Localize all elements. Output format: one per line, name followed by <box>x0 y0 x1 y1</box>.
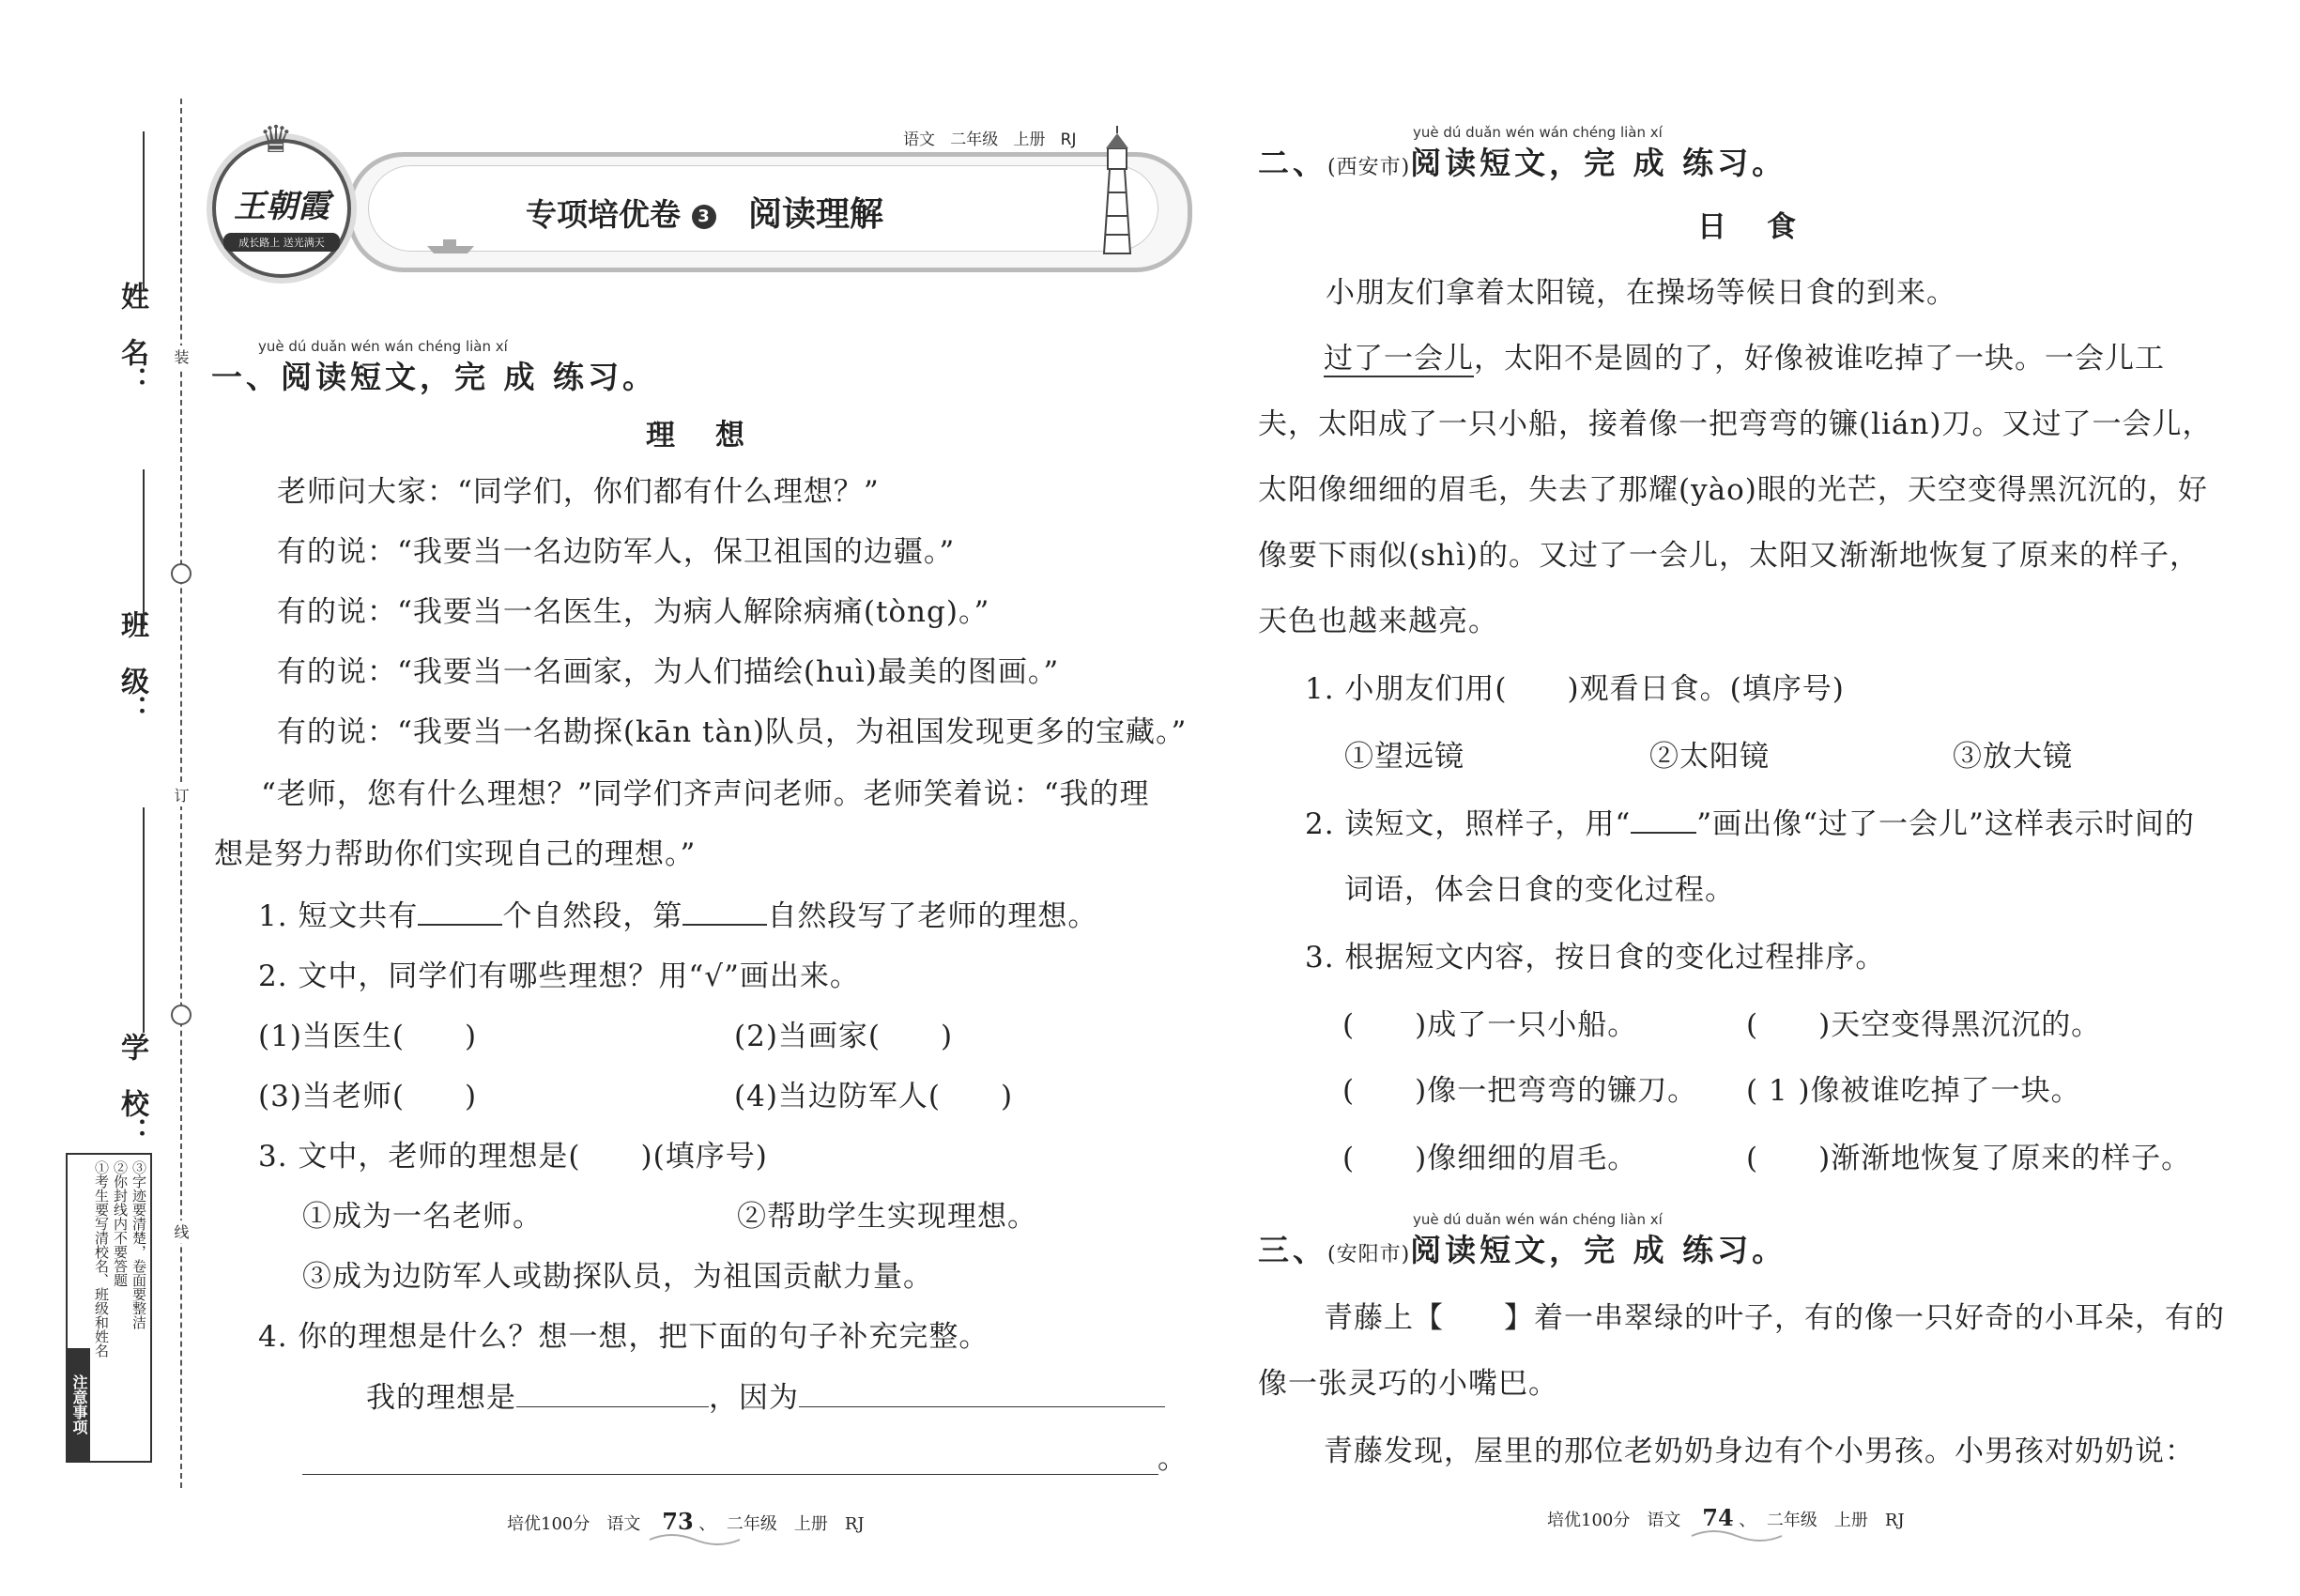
q1-option: ②太阳镜 <box>1649 740 1770 774</box>
q1-text-c: 自然段写了老师的理想。 <box>767 899 1098 933</box>
sec1-q4-sentence <box>366 1378 1165 1417</box>
q3-order-item[interactable]: ( )成了一只小船。 <box>1342 1008 1638 1042</box>
sec2-title-prefix: 二、 <box>1258 145 1327 181</box>
q3-order-item[interactable]: ( 1 )像被谁吃掉了一块。 <box>1746 1074 2081 1108</box>
sec2-q1: 1. 小朋友们用( )观看日食。(填序号) <box>1305 672 1845 706</box>
header-meta <box>903 126 1076 149</box>
crown-icon: ♛ <box>259 118 293 161</box>
sec2-pinyin: yuè dú duǎn wén wán chéng liàn xí <box>1413 124 1663 141</box>
sec1-para: 有的说：“我要当一名画家，为人们描绘(huì)最美的图画。” <box>277 655 1060 689</box>
sec1-para: “老师，您有什么理想？”同学们齐声问老师。老师笑着说：“我的理 <box>261 777 1150 811</box>
meta-subject: 语文 <box>903 130 935 149</box>
q4-text-b: ，因为 <box>709 1381 799 1415</box>
footer-right-label: 培优100分 语文 <box>1547 1511 1681 1530</box>
school-field[interactable] <box>143 807 145 1033</box>
sec3-title-main: 阅读短文，完 成 练习。 <box>1410 1232 1787 1268</box>
lighthouse-icon <box>1080 122 1155 263</box>
q1-blank-count[interactable] <box>418 896 502 926</box>
sec2-q2-cont: 词语，体会日食的变化过程。 <box>1344 873 1735 907</box>
sec1-passage-title: 理 想 <box>646 419 750 453</box>
q2-text-b: ”画出像“过了一会儿”这样表示时间的 <box>1696 807 2195 841</box>
q2-option[interactable]: (3)当老师( ) <box>258 1080 478 1113</box>
sec1-pinyin: yuè dú duǎn wén wán chéng liàn xí <box>258 338 508 355</box>
sec1-q1 <box>258 896 1097 935</box>
cut-dot <box>171 1005 192 1025</box>
footer-right: 培优100分 语文 74 、 二年级 上册 RJ <box>1547 1504 1905 1531</box>
sec2-para-rest: ，太阳不是圆的了，好像被谁吃掉了一块。一会儿工 <box>1474 342 2165 376</box>
q1-text-b: 个自然段，第 <box>502 899 683 933</box>
notice-item: ①考生要写清校名、班级和姓名 <box>93 1160 110 1358</box>
sec2-para: 小朋友们拿着太阳镜，在操场等候日食的到来。 <box>1326 276 1956 310</box>
q2-option[interactable]: (1)当医生( ) <box>258 1020 478 1053</box>
notice-box <box>66 1153 152 1463</box>
footer-ornament <box>1690 1527 1784 1545</box>
q3-order-item[interactable]: ( )像一把弯弯的镰刀。 <box>1342 1074 1698 1108</box>
sec1-para: 有的说：“我要当一名医生，为病人解除病痛(tòng)。” <box>277 595 990 629</box>
q4-text-a: 我的理想是 <box>366 1381 516 1415</box>
cut-mark: 线 <box>170 1220 192 1243</box>
class-label: 班 级： <box>115 610 148 723</box>
q2-text-a: 2. 读短文，照样子，用“ <box>1305 807 1632 841</box>
q1-option: ③放大镜 <box>1953 740 2073 774</box>
q1-option: ①望远镜 <box>1344 740 1464 774</box>
sec2-q3: 3. 根据短文内容，按日食的变化过程排序。 <box>1305 941 1886 974</box>
sec1-q2: 2. 文中，同学们有哪些理想？用“√”画出来。 <box>258 959 860 993</box>
q1-text-a: 1. 短文共有 <box>258 899 419 933</box>
q2-option[interactable]: (2)当画家( ) <box>734 1020 954 1053</box>
name-label: 姓 名： <box>115 282 148 394</box>
q2-sample-line <box>1631 804 1696 834</box>
notice-title: 注意事项 <box>68 1348 90 1461</box>
title-prefix: 专项培优卷 <box>526 196 681 233</box>
title-number: 3 <box>692 205 716 229</box>
sec2-para: 夫，太阳成了一只小船，接着像一把弯弯的镰(lián)刀。又过了一会儿， <box>1258 407 2213 441</box>
school-label: 学 校： <box>115 1033 148 1145</box>
meta-grade: 二年级 <box>950 130 999 149</box>
name-field[interactable] <box>143 131 145 291</box>
sec1-q4: 4. 你的理想是什么？想一想，把下面的句子补充完整。 <box>258 1320 989 1354</box>
cut-mark: 装 <box>170 345 192 368</box>
q4-blank-line2[interactable] <box>302 1474 1158 1475</box>
sec2-para: 像要下雨似(shì)的。又过了一会儿，太阳又渐渐地恢复了原来的样子， <box>1258 539 2200 573</box>
sec2-para-first <box>1324 340 2165 377</box>
footer-ornament <box>648 1530 742 1549</box>
sec3-para: 青藤发现，屋里的那位老奶奶身边有个小男孩。小男孩对奶奶说： <box>1324 1435 2195 1468</box>
q4-blank-reason[interactable] <box>799 1378 1165 1407</box>
footer-left-meta: 二年级 上册 RJ <box>726 1514 865 1534</box>
sec2-para: 太阳像细细的眉毛，失去了那耀(yào)眼的光芒，天空变得黑沉沉的，好 <box>1258 473 2208 507</box>
footer-left: 培优100分 语文 73 、 二年级 上册 RJ <box>507 1508 865 1535</box>
sec3-para: 青藤上【 】着一串翠绿的叶子，有的像一只好奇的小耳朵，有的 <box>1324 1301 2225 1335</box>
sec2-title <box>1258 139 1786 183</box>
sec2-para: 天色也越来越亮。 <box>1258 605 1498 638</box>
meta-edition: RJ <box>1060 130 1077 149</box>
q3-order-item[interactable]: ( )渐渐地恢复了原来的样子。 <box>1746 1142 2192 1175</box>
footer-left-label: 培优100分 语文 <box>507 1514 641 1534</box>
cut-mark: 订 <box>170 784 192 806</box>
sec2-q2 <box>1305 804 2195 843</box>
title-main: 阅读理解 <box>747 195 883 234</box>
notice-item: ③字迹要清楚，卷面要整洁 <box>130 1160 147 1329</box>
sec3-para: 像一张灵巧的小嘴巴。 <box>1258 1367 1558 1401</box>
q4-blank-ideal[interactable] <box>516 1378 709 1407</box>
sec1-para: 有的说：“我要当一名边防军人，保卫祖国的边疆。” <box>277 535 956 569</box>
sec2-title-main: 阅读短文，完 成 练习。 <box>1410 145 1787 181</box>
q3-option: ②帮助学生实现理想。 <box>737 1200 1037 1234</box>
page-number: 74 <box>1702 1504 1734 1531</box>
logo-badge <box>212 118 351 278</box>
q3-order-item[interactable]: ( )天空变得黑沉沉的。 <box>1746 1008 2102 1042</box>
q4-end: 。 <box>1158 1442 1188 1476</box>
sec1-title: 一、阅读短文，完 成 练习。 <box>211 359 657 395</box>
underlined-time-phrase: 过了一会儿 <box>1324 342 1474 376</box>
sec3-title <box>1258 1226 1786 1270</box>
page-number: 73 <box>662 1508 694 1535</box>
q3-option: ③成为边防军人或勘探队员，为祖国贡献力量。 <box>302 1260 933 1294</box>
logo-subtitle: 成长路上 送光满天 <box>223 233 340 252</box>
sec1-para: 老师问大家：“同学们，你们都有什么理想？” <box>277 475 880 509</box>
q1-blank-para[interactable] <box>682 896 767 926</box>
page-title <box>526 188 883 236</box>
notice-item: ②你封线内不要答题 <box>112 1160 129 1287</box>
meta-volume: 上册 <box>1013 130 1046 149</box>
cut-dot <box>171 563 192 584</box>
sec3-title-prefix: 三、 <box>1258 1232 1327 1268</box>
sec2-city: (西安市) <box>1327 156 1411 179</box>
sec1-para: 有的说：“我要当一名勘探(kān tàn)队员，为祖国发现更多的宝藏。” <box>277 715 1188 749</box>
sec3-city: (安阳市) <box>1327 1243 1411 1266</box>
logo-text: 王朝霞 <box>234 188 330 225</box>
footer-right-meta: 二年级 上册 RJ <box>1766 1511 1905 1530</box>
q2-option[interactable]: (4)当边防军人( ) <box>734 1080 1014 1113</box>
boat-icon <box>422 237 479 255</box>
q3-order-item[interactable]: ( )像细细的眉毛。 <box>1342 1142 1638 1175</box>
sec1-q3: 3. 文中，老师的理想是( )(填序号) <box>258 1140 768 1174</box>
sec2-passage-title: 日 食 <box>1697 210 1802 244</box>
q3-option: ①成为一名老师。 <box>302 1200 543 1234</box>
class-field[interactable] <box>143 469 145 629</box>
sec3-pinyin: yuè dú duǎn wén wán chéng liàn xí <box>1413 1211 1663 1228</box>
sec1-para: 想是努力帮助你们实现自己的理想。” <box>214 837 697 871</box>
